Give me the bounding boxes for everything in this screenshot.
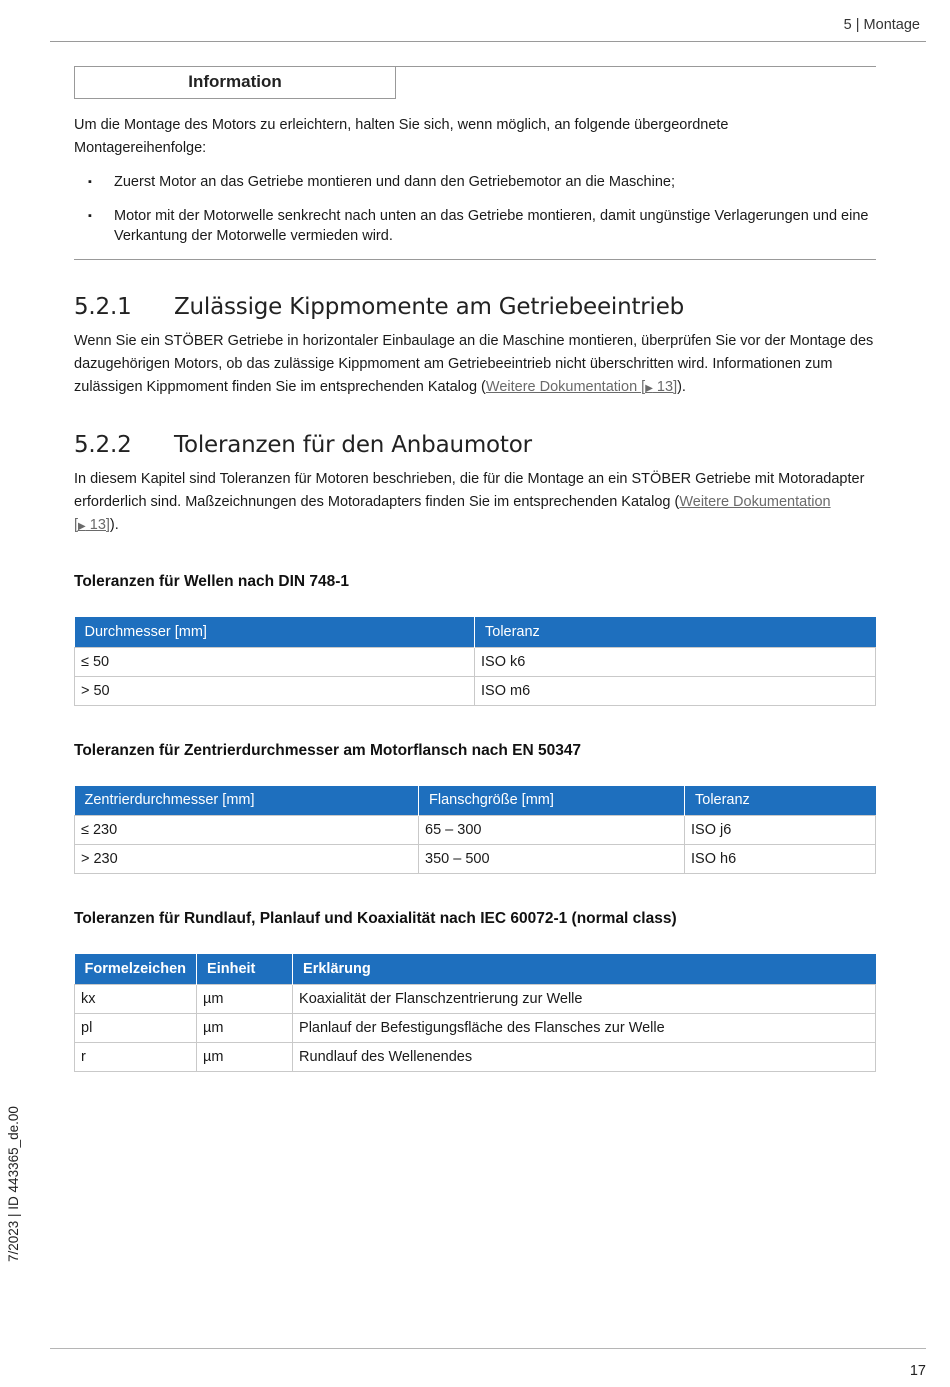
table-title-shafts: Toleranzen für Wellen nach DIN 748-1 [74, 573, 350, 590]
table-cell: ISO m6 [475, 676, 876, 705]
section-heading-5-2-1 [74, 294, 876, 320]
column-header: Toleranz [685, 786, 876, 816]
table-cell: ISO j6 [685, 816, 876, 845]
link-label: Weitere Dokumentation [679, 494, 831, 510]
table-title-centering: Toleranzen für Zentrierdurchmesser am Motorflansch nach EN 50347 [74, 741, 582, 759]
table-cell: ISO h6 [685, 845, 876, 874]
table-header-row [75, 617, 876, 647]
table-cell: pl [75, 1013, 197, 1042]
list-item: ▪ Zuerst Motor an das Getriebe montieren und dann den Getriebemotor an die Maschine; [74, 172, 876, 192]
page-content [74, 66, 876, 1072]
column-header: Toleranz [475, 617, 876, 647]
table-cell: 350 – 500 [419, 845, 685, 874]
documentation-link[interactable] [486, 379, 677, 395]
table-title-runout: Toleranzen für Rundlauf, Planlauf und Koaxialität nach IEC 60072-1 (normal class) [74, 910, 677, 927]
table-header-row [75, 786, 876, 816]
page-footer-rule [50, 1348, 926, 1349]
shaft-tolerance-table [74, 617, 876, 706]
table-row [75, 676, 876, 705]
column-header: Erklärung [293, 954, 876, 984]
column-header: Einheit [197, 954, 293, 984]
paragraph-text: In diesem Kapitel sind Toleranzen für Motoren beschrieben, die für die Montage an ein STÖBER Getriebe mit Motoradapter erforderlich sind. Maßzeichnungen des Motoradapters finden Sie im entsprechenden Katalog ( [74, 471, 865, 510]
centering-tolerance-table [74, 786, 876, 875]
section-number: 5.2.1 [74, 294, 132, 320]
table-cell: ≤ 230 [75, 816, 419, 845]
page-number: 17 [909, 1363, 926, 1379]
table-row [75, 1042, 876, 1071]
section-paragraph [74, 330, 876, 400]
table-cell: r [75, 1042, 197, 1071]
table-row [75, 845, 876, 874]
table-cell: µm [197, 1013, 293, 1042]
information-intro: Um die Montage des Motors zu erleichtern, halten Sie sich, wenn möglich, an folgende übergeordnete Montagereihenfolge: [74, 117, 729, 156]
table-row [75, 816, 876, 845]
table-cell: ISO k6 [475, 647, 876, 676]
table-cell: Planlauf der Befestigungsfläche des Flansches zur Welle [293, 1013, 876, 1042]
link-bracket: [ [74, 517, 79, 533]
paragraph-text: Wenn Sie ein STÖBER Getriebe in horizontaler Einbaulage an die Maschine montieren, überprüfen Sie vor der Montage des dazugehörigen Motors, ob das zulässige Kippmoment am Getriebeeintrieb nicht überschritten wird. Informationen zum zulässigen Kippmoment finden Sie im entsprechenden Katalog ( [74, 333, 874, 395]
table-row [75, 647, 876, 676]
information-list [74, 172, 876, 246]
column-header: Formelzeichen [75, 954, 197, 984]
table-row [75, 984, 876, 1013]
table-cell: µm [197, 1042, 293, 1071]
table-cell: > 50 [75, 676, 475, 705]
section-heading-5-2-2 [74, 432, 876, 458]
table-header-row [75, 954, 876, 984]
document-id: 7/2023 | ID 443365_de.00 [6, 1106, 21, 1262]
documentation-link[interactable] [679, 494, 830, 510]
page-header [50, 14, 926, 42]
section-number: 5.2.2 [74, 432, 132, 458]
table-cell: µm [197, 984, 293, 1013]
column-header: Durchmesser [mm] [75, 617, 475, 647]
table-cell: Rundlauf des Wellenendes [293, 1042, 876, 1071]
paragraph-end: ). [677, 379, 686, 395]
link-page: 13] [85, 517, 110, 533]
link-page: 13] [652, 379, 678, 395]
table-row [75, 1013, 876, 1042]
table-cell: kx [75, 984, 197, 1013]
column-header: Zentrierdurchmesser [mm] [75, 786, 419, 816]
information-box [74, 66, 876, 260]
table-cell: ≤ 50 [75, 647, 475, 676]
table-cell: Koaxialität der Flanschzentrierung zur Welle [293, 984, 876, 1013]
triangle-right-icon: ▶ [78, 521, 86, 532]
section-title: Toleranzen für den Anbaumotor [174, 432, 532, 458]
column-header: Flanschgröße [mm] [419, 786, 685, 816]
chapter-heading: 5 | Montage [843, 17, 920, 33]
section-title: Zulässige Kippmomente am Getriebeeintrieb [174, 294, 685, 320]
paragraph-end: ). [109, 517, 119, 533]
documentation-link-page[interactable] [74, 517, 110, 533]
list-item: ▪ Motor mit der Motorwelle senkrecht nach unten an das Getriebe montieren, damit ungünstige Verlagerungen und eine Verkantung der Motorwelle vermieden wird. [74, 206, 876, 246]
table-cell: > 230 [75, 845, 419, 874]
table-cell: 65 – 300 [419, 816, 685, 845]
section-paragraph [74, 468, 876, 538]
runout-tolerance-table [74, 954, 876, 1072]
information-label: Information [74, 67, 396, 99]
triangle-right-icon: ▶ [645, 383, 653, 394]
link-label: Weitere Dokumentation [ [485, 379, 646, 395]
